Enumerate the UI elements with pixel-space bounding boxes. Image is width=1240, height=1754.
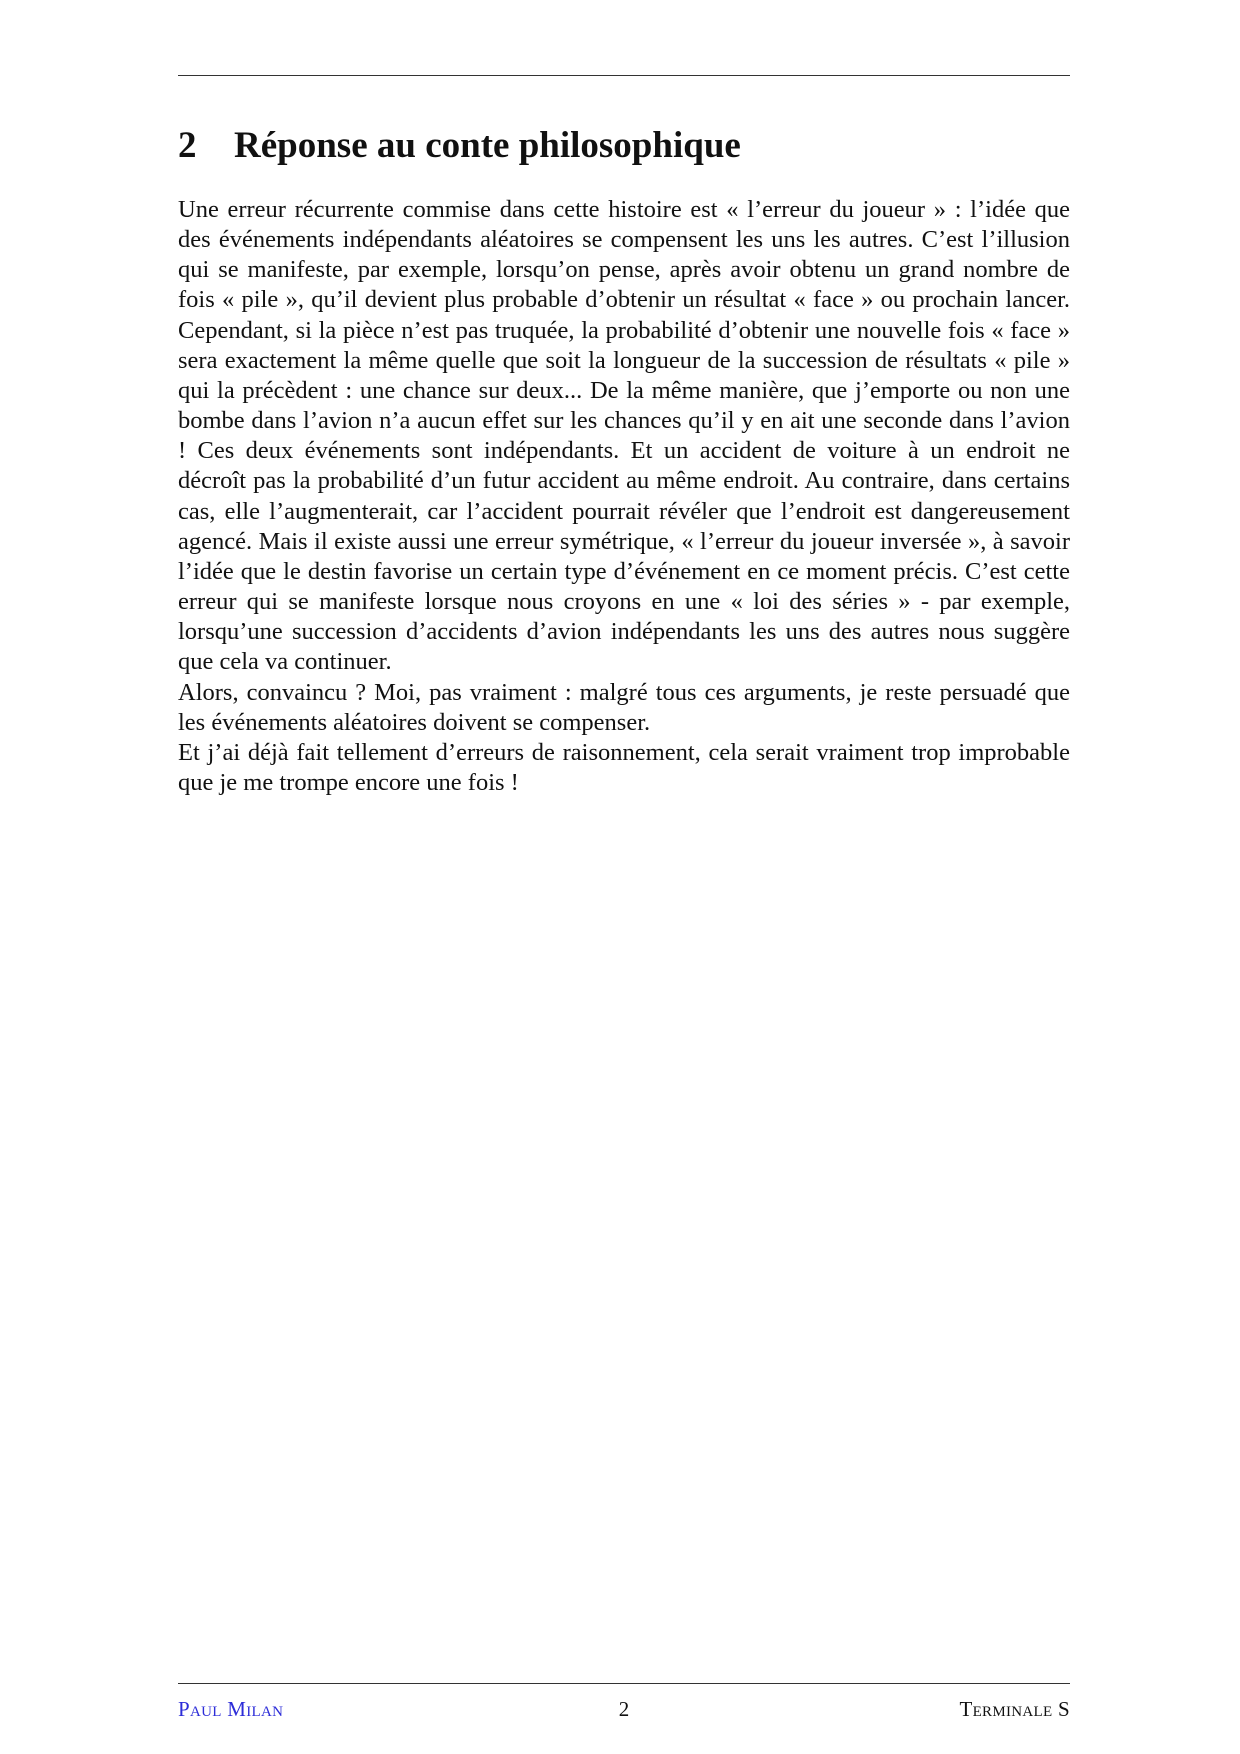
page-footer <box>178 1694 1070 1724</box>
footer-rule <box>178 1683 1070 1684</box>
header-rule <box>178 75 1070 76</box>
section-heading <box>178 122 1070 170</box>
paragraph-conclusion: Et j’ai déjà fait tellement d’erreurs de raisonnement, cela serait vraiment trop improbable que je me trompe encore une fois ! <box>178 738 1070 796</box>
section-title: Réponse au conte philosophique <box>234 125 741 166</box>
section-number: 2 <box>178 125 197 166</box>
page-number: 2 <box>618 1697 630 1721</box>
paragraph-gamblers-fallacy: Une erreur récurrente commise dans cette histoire est « l’erreur du joueur » : l’idée que des événements indépendants aléatoires se compensent les uns les autres. C’est l’illusion qui se manifeste, par exemple, lorsqu’on pense, après avoir obtenu un grand nombre de fois « pile », qu’il devient plus probable d’obtenir un résultat « face » ou prochain lancer. Cependant, si la pièce n’est pas truquée, la probabilité d’obtenir une nouvelle fois « face » sera exactement la même quelle que soit la longueur de la succession de résultats « pile » qui la précèdent : une chance sur deux... De la même manière, que j’emporte ou non une bombe dans l’avion n’a aucun effet sur les chances qu’il y en ait une seconde dans l’avion ! Ces deux événements sont indépendants. Et un accident de voiture à un endroit ne décroît pas la probabilité d’un futur accident au même endroit. Au contraire, dans certains cas, elle l’augmenterait, car l’accident pourrait révéler que l’endroit est dangereusement agencé. Mais il existe aussi une erreur symétrique, « l’erreur du joueur inversée », à savoir l’idée que le destin favorise un certain type d’événement en ce moment précis. C’est cette erreur qui se manifeste lorsque nous croyons en une « loi des séries » - par exemple, lorsqu’une succession d’accidents d’avion indépendants les uns des autres nous suggère que cela va continuer. <box>178 196 1070 676</box>
body-text <box>178 195 1070 798</box>
author-link[interactable]: Paul Milan <box>178 1697 284 1721</box>
paragraph-convaincu: Alors, convaincu ? Moi, pas vraiment : malgré tous ces arguments, je reste persuadé que les événements aléatoires doivent se compenser. <box>178 678 1070 736</box>
course-name: Terminale S <box>959 1697 1070 1721</box>
